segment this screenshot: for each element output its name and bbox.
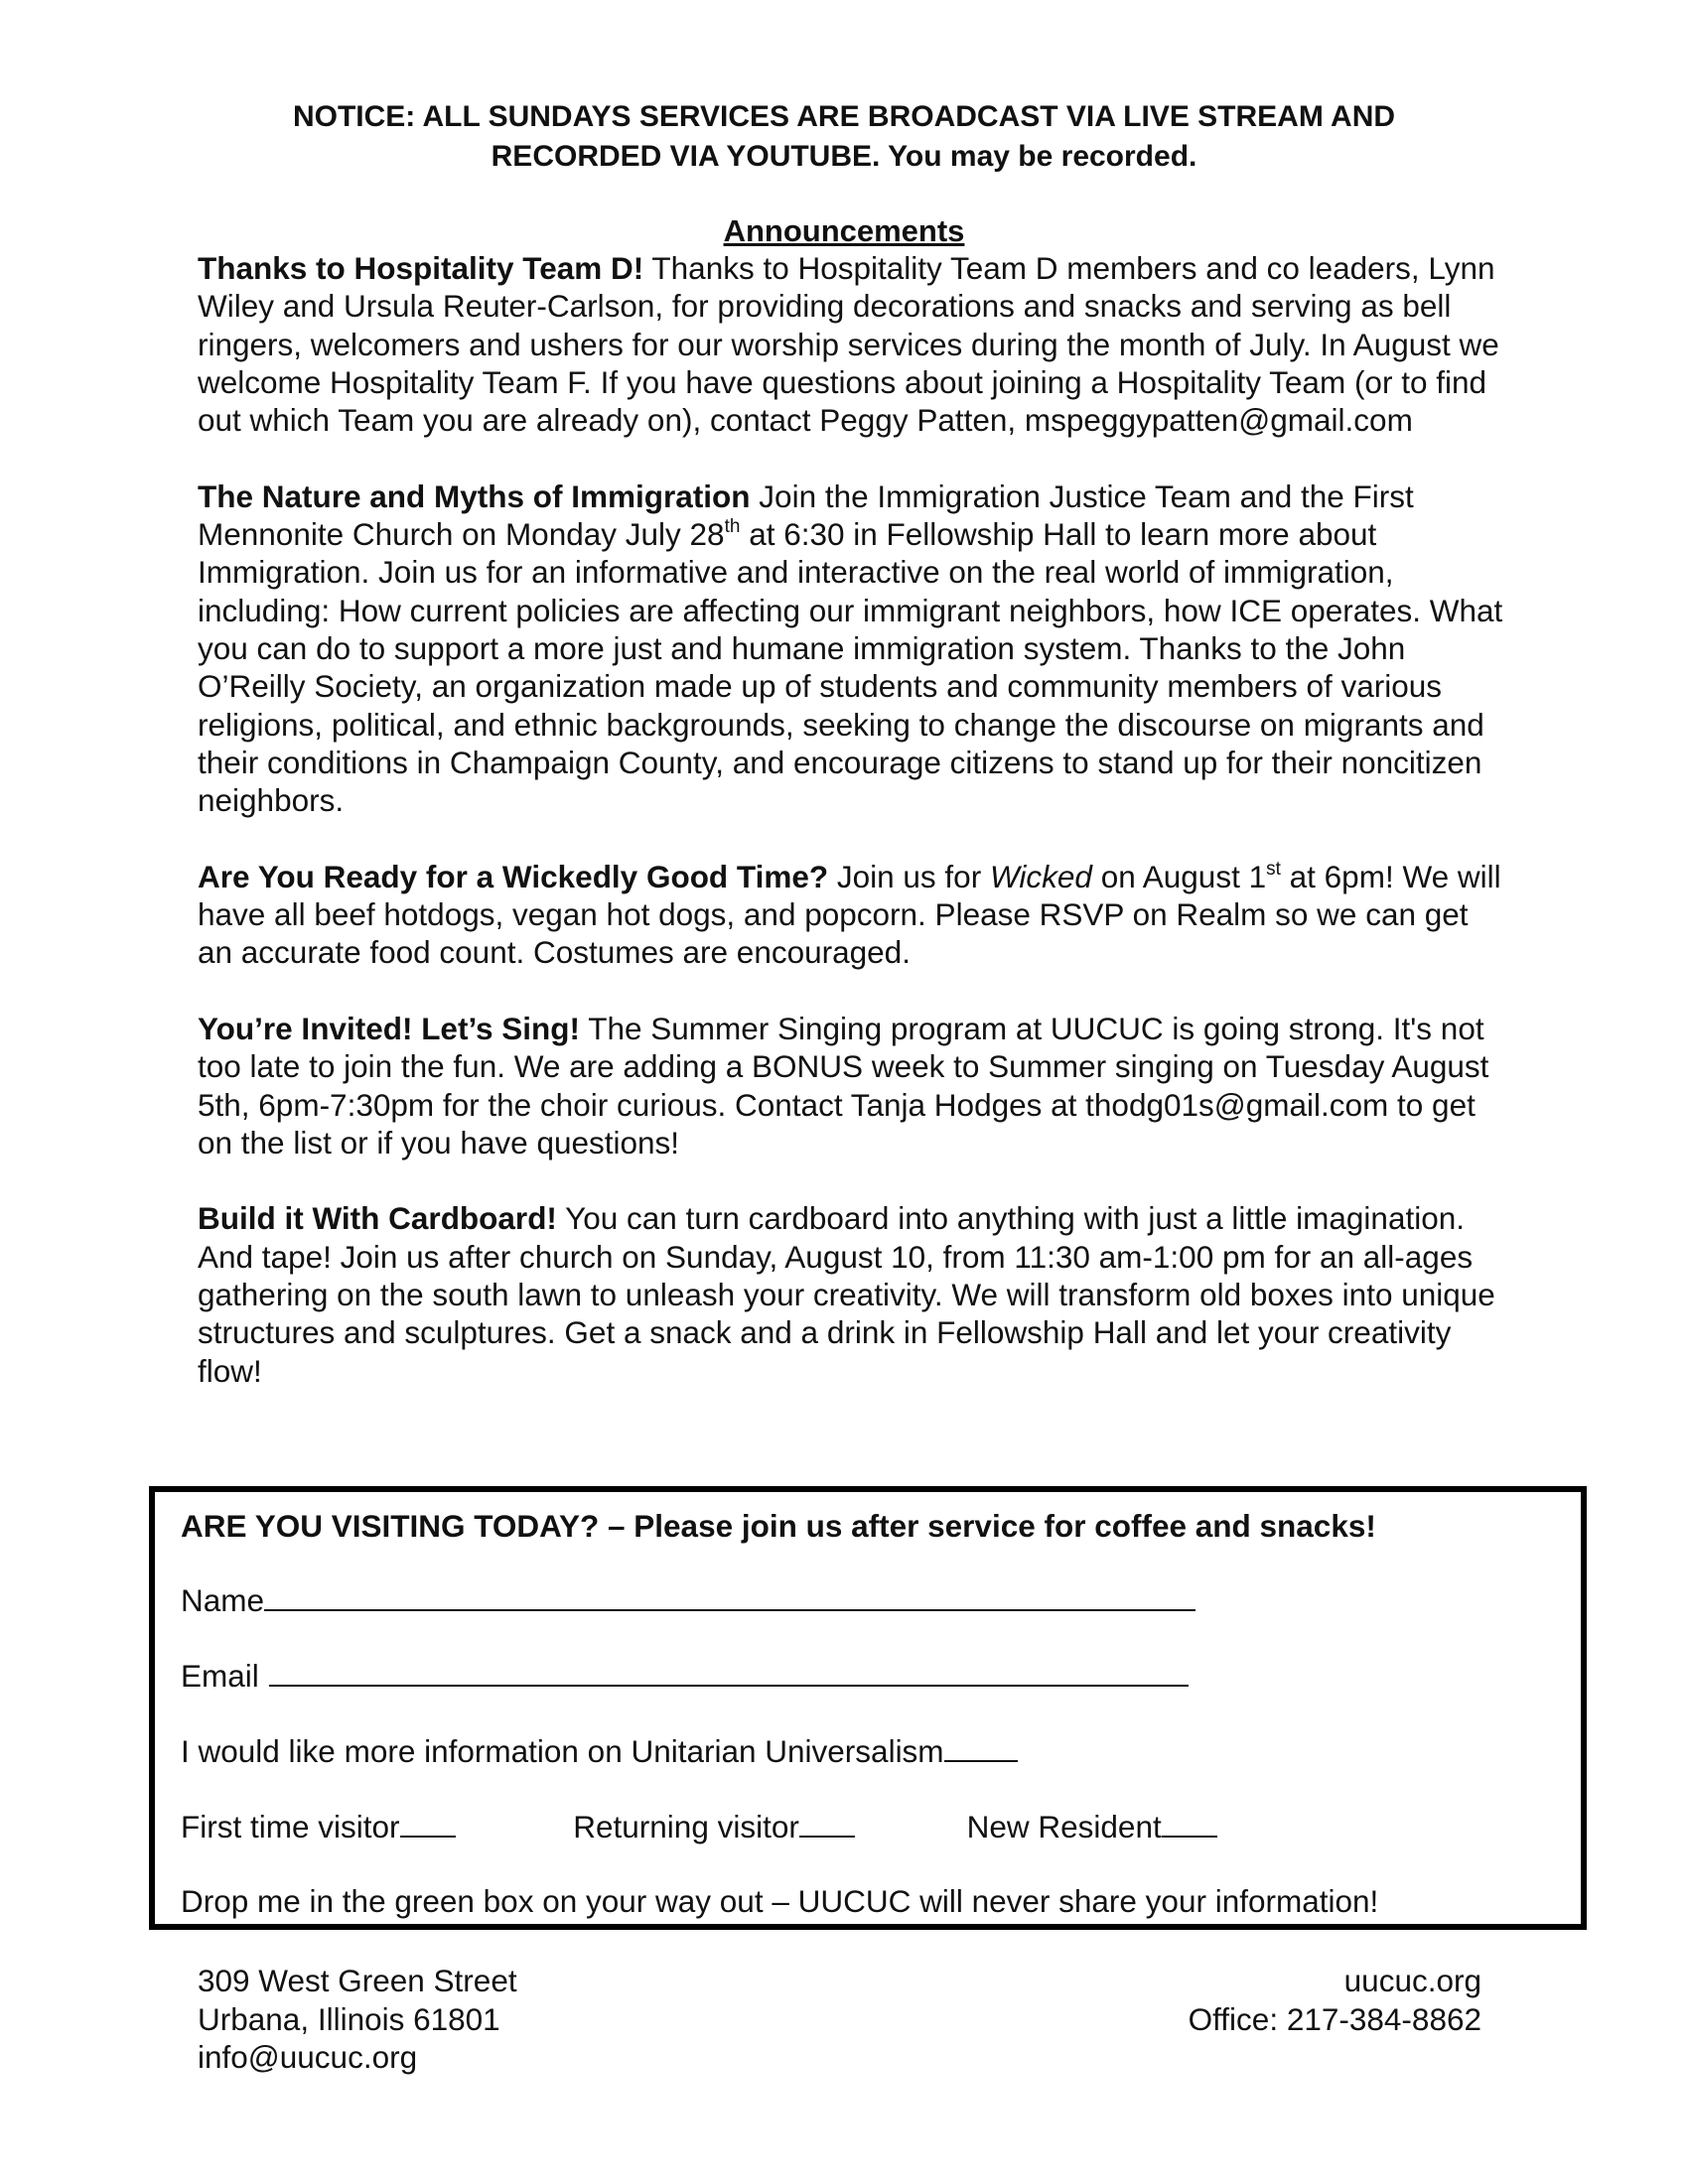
email-row [181, 1655, 1189, 1696]
announcement-body: Join us for [828, 858, 990, 894]
ordinal-suffix: th [724, 516, 741, 538]
ordinal-suffix: st [1266, 858, 1281, 880]
website-link: uucuc.org [1343, 1963, 1481, 1998]
announcement-body: on August 1 [1091, 858, 1267, 894]
info-label: I would like more information on Unitarian Universalism [181, 1733, 944, 1769]
announcement-sing [198, 1010, 1508, 1161]
announcement-body: Join the Immigration Justice Team and the First Mennonite Church on Monday July 28 [198, 478, 1414, 553]
show-title: Wicked [989, 858, 1092, 894]
announcement-title: The Nature and Myths of Immigration [198, 478, 751, 514]
office-phone: Office: 217-384-8862 [1188, 2000, 1481, 2037]
returning-checkbox[interactable] [799, 1806, 855, 1838]
first-time-checkbox[interactable] [400, 1806, 456, 1838]
announcement-body: Thanks to Hospitality Team D members and co leaders, Lynn Wiley and Ursula Reuter-Carlson, for providing decorations and snacks and serving as bell ringers, welcomers and ushers for our worship services during the month of July. In August we welcome Hospitality Team F. If you have questions about joining a Hospitality Team (or to find out which Team you are already on), contact Peggy Patten, mspeggypatten@gmail.com [198, 250, 1499, 439]
returning-label: Returning visitor [573, 1809, 799, 1844]
info-checkbox[interactable] [944, 1730, 1018, 1762]
name-label: Name [181, 1582, 265, 1618]
announcement-wicked [198, 858, 1508, 972]
info-row [181, 1730, 1018, 1771]
announcement-body: at 6pm! We will have all beef hotdogs, vegan hot dogs, and popcorn. Please RSVP on Realm so we can get an accurate food count. Costumes are encouraged. [198, 858, 1501, 971]
announcement-body: at 6:30 in Fellowship Hall to learn more about Immigration. Join us for an informative and interactive on the real world of immigration, including: How current policies are affecting our immigrant neighbors, how ICE operates. What you can do to support a more just and humane immigration system. Thanks to the John O’Reilly Society, an organization made up of students and community members of various religions, political, and ethnic backgrounds, seeking to change the discourse on migrants and their conditions in Champaign County, and encourage citizens to stand up for their noncitizen neighbors. [198, 516, 1503, 819]
first-time-label: First time visitor [181, 1809, 400, 1844]
footer-address [198, 1962, 517, 2077]
announcement-hospitality [198, 249, 1508, 439]
announcement-title: Build it With Cardboard! [198, 1200, 557, 1237]
announcement-body: The Summer Singing program at UUCUC is going strong. It's not too late to join the fun. We are adding a BONUS week to Summer singing on Tuesday August 5th, 6pm-7:30pm for the choir curious. Contact Tanja Hodges at thodg01s@gmail.com to get on the list or if you have questions! [198, 1010, 1489, 1160]
address-line-1: 309 West Green Street [198, 1963, 517, 1998]
announcements-list [198, 249, 1508, 1390]
new-resident-checkbox[interactable] [1162, 1806, 1217, 1838]
visitor-form-title: ARE YOU VISITING TODAY? – Please join us after service for coffee and snacks! [181, 1508, 1376, 1544]
address-line-2: Urbana, Illinois 61801 [198, 2000, 500, 2037]
announcement-title: You’re Invited! Let’s Sing! [198, 1010, 581, 1046]
visitor-form [149, 1486, 1587, 1930]
notice-line-1: NOTICE: ALL SUNDAYS SERVICES ARE BROADCAST VIA LIVE STREAM AND [292, 100, 1396, 133]
name-field[interactable] [264, 1579, 1196, 1611]
new-resident-label: New Resident [966, 1809, 1162, 1844]
notice-line-2: RECORDED VIA YOUTUBE. You may be recorded. [491, 140, 1197, 173]
visitor-type-row [181, 1806, 1217, 1846]
broadcast-notice [149, 97, 1539, 177]
announcement-cardboard [198, 1199, 1508, 1389]
announcement-title: Are You Ready for a Wickedly Good Time? [198, 858, 829, 894]
drop-note: Drop me in the green box on your way out – UUCUC will never share your information! [181, 1883, 1379, 1919]
announcement-body: You can turn cardboard into anything with just a little imagination. And tape! Join us after church on Sunday, August 10, from 11:30 am-1:00 pm for an all-ages gathering on the south lawn to unleash your creativity. We will transform old boxes into unique structures and sculptures. Get a snack and a drink in Fellowship Hall and let your creativity flow! [198, 1200, 1495, 1389]
announcement-title: Thanks to Hospitality Team D! [198, 250, 644, 286]
announcement-immigration [198, 478, 1508, 820]
contact-email: info@uucuc.org [198, 2039, 418, 2075]
announcements-heading: Announcements [723, 213, 965, 248]
name-row [181, 1579, 1196, 1620]
footer-contact [1189, 1962, 1481, 2038]
email-label: Email [181, 1658, 259, 1694]
email-field[interactable] [269, 1655, 1189, 1687]
